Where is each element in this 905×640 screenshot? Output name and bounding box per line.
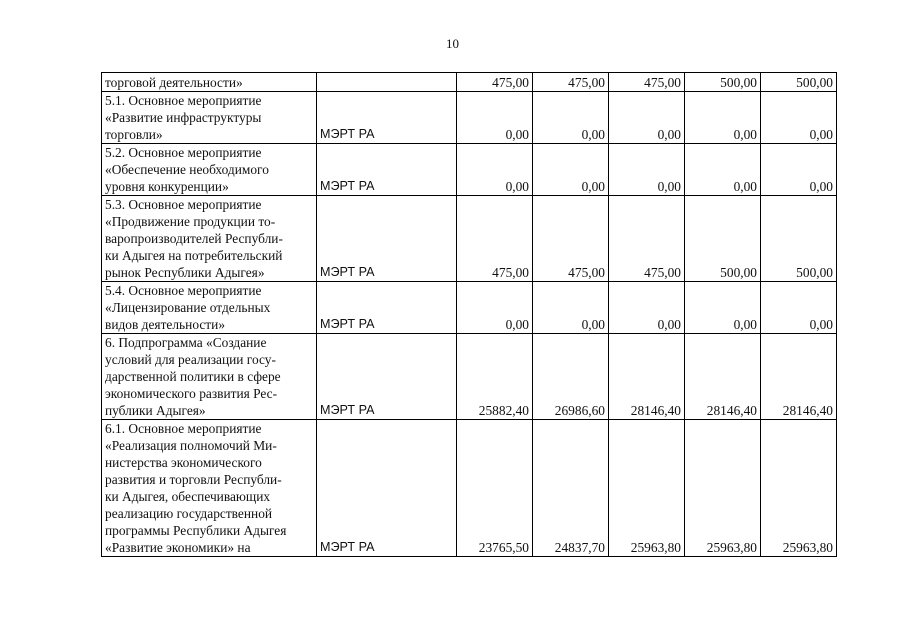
table-row bbox=[102, 334, 837, 420]
executor: МЭРТ РА bbox=[317, 144, 457, 196]
activity-name: 6.1. Основное мероприятие «Реализация полномочий Ми- нистерства экономического развития и торговли Республи- ки Адыгея, обеспечивающих реализацию государственной программы Республики Адыгея «Развитие экономики» на bbox=[102, 420, 317, 557]
value-cell: 25963,80 bbox=[761, 420, 837, 557]
value-cell: 0,00 bbox=[457, 144, 533, 196]
value-cell: 25963,80 bbox=[609, 420, 685, 557]
value-cell: 28146,40 bbox=[761, 334, 837, 420]
executor: МЭРТ РА bbox=[317, 282, 457, 334]
value-cell: 475,00 bbox=[609, 73, 685, 92]
activity-name: 5.4. Основное мероприятие «Лицензирование отдельных видов деятельности» bbox=[102, 282, 317, 334]
value-cell: 0,00 bbox=[685, 282, 761, 334]
value-cell: 25963,80 bbox=[685, 420, 761, 557]
executor: МЭРТ РА bbox=[317, 196, 457, 282]
value-cell: 0,00 bbox=[533, 144, 609, 196]
value-cell: 0,00 bbox=[457, 92, 533, 144]
value-cell: 500,00 bbox=[685, 73, 761, 92]
activity-name: торговой деятельности» bbox=[102, 73, 317, 92]
value-cell: 500,00 bbox=[685, 196, 761, 282]
value-cell: 0,00 bbox=[533, 282, 609, 334]
activity-name: 5.2. Основное мероприятие «Обеспечение необходимого уровня конкуренции» bbox=[102, 144, 317, 196]
activity-name: 6. Подпрограмма «Создание условий для реализации госу- дарственной политики в сфере экономического развития Рес- публики Адыгея» bbox=[102, 334, 317, 420]
executor: МЭРТ РА bbox=[317, 334, 457, 420]
value-cell: 24837,70 bbox=[533, 420, 609, 557]
value-cell: 0,00 bbox=[533, 92, 609, 144]
executor: МЭРТ РА bbox=[317, 420, 457, 557]
value-cell: 0,00 bbox=[761, 92, 837, 144]
value-cell: 28146,40 bbox=[685, 334, 761, 420]
table-row bbox=[102, 420, 837, 557]
table-row bbox=[102, 73, 837, 92]
value-cell: 0,00 bbox=[685, 92, 761, 144]
value-cell: 0,00 bbox=[457, 282, 533, 334]
value-cell: 475,00 bbox=[533, 196, 609, 282]
value-cell: 23765,50 bbox=[457, 420, 533, 557]
value-cell: 475,00 bbox=[457, 73, 533, 92]
value-cell: 475,00 bbox=[457, 196, 533, 282]
value-cell: 26986,60 bbox=[533, 334, 609, 420]
value-cell: 475,00 bbox=[609, 196, 685, 282]
activity-name: 5.1. Основное мероприятие «Развитие инфраструктуры торговли» bbox=[102, 92, 317, 144]
value-cell: 475,00 bbox=[533, 73, 609, 92]
table-row bbox=[102, 92, 837, 144]
value-cell: 0,00 bbox=[761, 144, 837, 196]
table-row bbox=[102, 144, 837, 196]
table-row bbox=[102, 196, 837, 282]
value-cell: 0,00 bbox=[685, 144, 761, 196]
value-cell: 28146,40 bbox=[609, 334, 685, 420]
executor: МЭРТ РА bbox=[317, 92, 457, 144]
value-cell: 0,00 bbox=[609, 92, 685, 144]
executor bbox=[317, 73, 457, 92]
value-cell: 0,00 bbox=[761, 282, 837, 334]
page-number: 10 bbox=[446, 36, 459, 51]
value-cell: 25882,40 bbox=[457, 334, 533, 420]
value-cell: 0,00 bbox=[609, 282, 685, 334]
value-cell: 500,00 bbox=[761, 196, 837, 282]
value-cell: 0,00 bbox=[609, 144, 685, 196]
budget-table bbox=[101, 72, 837, 557]
activity-name: 5.3. Основное мероприятие «Продвижение продукции то- варопроизводителей Республи- ки Адыгея на потребительский рынок Республики Адыгея» bbox=[102, 196, 317, 282]
table-row bbox=[102, 282, 837, 334]
value-cell: 500,00 bbox=[761, 73, 837, 92]
